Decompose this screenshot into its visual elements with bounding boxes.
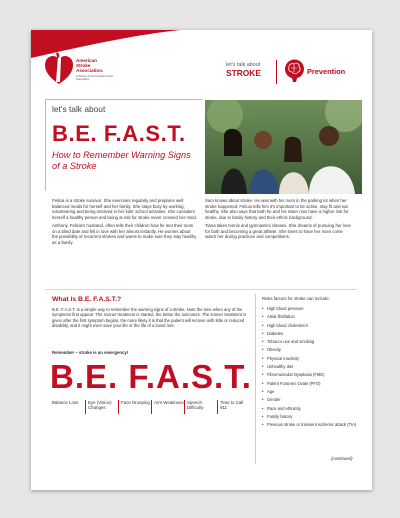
risk-heading: Risks factors for stroke can include: <box>262 296 330 301</box>
section-divider <box>45 289 357 290</box>
remember-note: Remember – stroke is an emergency! <box>52 350 129 355</box>
intro-right <box>205 198 355 242</box>
series-label <box>226 62 261 78</box>
what-is-body: B.E. F.A.S.T. is a simple way to remember the warning signs of a stroke. Note the time when any of the symptoms first appear. The sooner treatment is started, the better the outcomes. The sooner treatment is given after the first symptom begins, the more likely it is that the patient will recover with little or reduced disability, and it might even save your life or the life of a loved one. <box>52 307 247 329</box>
red-corner-swoosh <box>31 30 372 60</box>
risk-item: • Unhealthy diet <box>262 363 357 371</box>
family-photo <box>205 100 362 194</box>
befast-letters: B.E. F.A.S.T. <box>50 358 252 395</box>
risk-item: • Diabetes <box>262 330 357 338</box>
risk-item: • Obesity <box>262 346 357 354</box>
org-name: American Stroke Association. <box>76 58 104 74</box>
risk-item: • Tobacco use and smoking <box>262 338 357 346</box>
befast-legend <box>52 400 250 414</box>
risk-item: • Fibromuscular Dysplasia (FMD) <box>262 371 357 379</box>
aha-wordmark <box>76 58 116 81</box>
title-frame <box>45 99 202 100</box>
risk-item: • Age <box>262 388 357 396</box>
befast-item-time: Time to Call 911 <box>217 400 250 414</box>
intro-paragraph: Anthony, Felicia's husband, often tells their children how he met their mom on a blind date and fell in love with her almost instantly. He worries about the possibility of recurrent strokes and wants to make sure they stay healthy as a family. <box>52 222 197 245</box>
title-frame-side <box>45 99 46 191</box>
intro-paragraph: Felicia is a stroke survivor. She exercises regularly and prepares well balanced meals for herself and her family. She stays busy by working, volunteering and being involved in her kids' school activities. She considers herself a healthy person and being at risk for stroke never crossed her mind. <box>52 198 197 221</box>
risk-item: • Patent Foramen Ovale (PFO) <box>262 380 357 388</box>
category-label: Prevention <box>307 67 346 76</box>
risk-divider <box>255 294 256 464</box>
what-is-heading: What is B.E. F.A.S.T.? <box>52 296 122 303</box>
risk-item: • Race and ethnicity <box>262 405 357 413</box>
page-title: B.E. F.A.S.T. <box>52 121 186 146</box>
befast-item-eyes: Eye (Vision) Changes <box>85 400 118 414</box>
title-kicker: let's talk about <box>52 104 106 114</box>
risk-item: • Gender <box>262 396 357 404</box>
intro-left <box>52 198 197 248</box>
risk-item: • Atrial fibrillation <box>262 313 357 321</box>
risk-item: • High blood pressure <box>262 305 357 313</box>
befast-item-balance: Balance Loss <box>52 400 79 405</box>
risk-item: • High blood cholesterol <box>262 322 357 330</box>
befast-item-speech: Speech Difficulty <box>184 400 217 414</box>
series-line2: STROKE <box>226 68 261 78</box>
intro-paragraph: Sam knows about stroke. He was with his mom in the parking lot when her stroke happened. Felicia tells him it's important to be active, stay fit and eat healthy. She also says that both he and his sister now have a higher risk for stroke, due to family history and their ethnic background. <box>205 198 349 221</box>
intro-paragraph: Tiana takes tennis and gymnastics classes. She dreams of pursuing her love for both and becoming a great athlete. She loves to have her mom come watch her during practices and competitions. <box>205 222 351 240</box>
org-tagline: A division of the American Heart Association <box>76 74 113 81</box>
brain-icon <box>284 59 305 83</box>
risk-item: • Physical inactivity <box>262 355 357 363</box>
aha-torch-logo <box>44 52 74 86</box>
risk-item: • Previous stroke or transient ischemic attack (TIA) <box>262 421 357 428</box>
continued-note: (continued) <box>331 456 353 461</box>
page-subtitle: How to Remember Warning Signs of a Stroke <box>52 150 191 171</box>
risk-list <box>262 305 357 428</box>
risk-item: • Family history <box>262 413 357 421</box>
befast-item-arm: Arm Weakness <box>151 400 184 414</box>
series-line1: let's talk about <box>226 62 261 68</box>
befast-item-face: Face Drooping <box>118 400 151 414</box>
header-divider <box>276 60 277 84</box>
